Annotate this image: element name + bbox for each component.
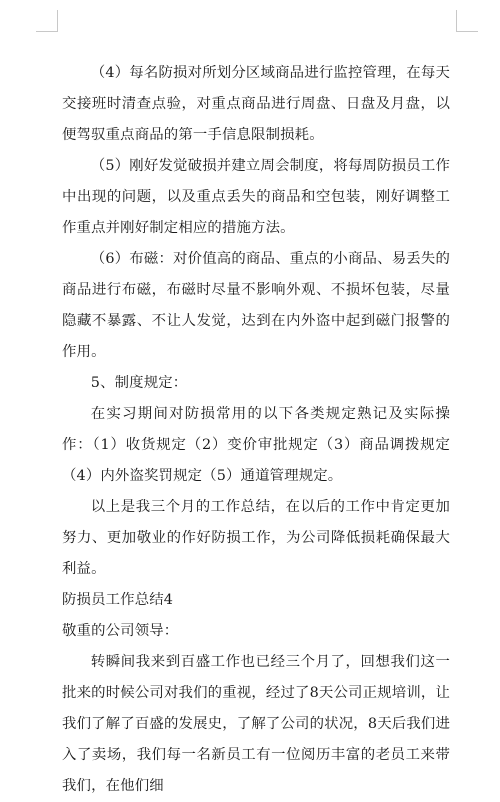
section-heading-rules: 5、制度规定： <box>90 375 188 391</box>
body-text <box>62 58 450 802</box>
salutation: 敬重的公司领导： <box>62 623 179 639</box>
margin-mark-top-left-h <box>36 31 58 32</box>
document-title-summary-4: 防损员工作总结4 <box>62 592 174 608</box>
paragraph-conclusion: 以上是我三个月的工作总结，在以后的工作中肯定更加努力、更加敬业的作好防损工作，为公司降低损耗确保最大利益。 <box>62 499 450 577</box>
paragraph-magnetic-tags: （6）布磁：对价值高的商品、重点的小商品、易丢失的商品进行布磁，布磁时尽量不影响外观、不损坏包装，尽量隐藏不暴露、不让人发觉，达到在内外盗中起到磁门报警的作用。 <box>62 251 450 360</box>
margin-mark-top-right-v <box>456 10 457 32</box>
paragraph-rules: 在实习期间对防损常用的以下各类规定熟记及实际操作：（1）收货规定（2）变价审批规定（3）商品调拨规定（4）内外盗奖罚规定（5）通道管理规定。 <box>62 406 450 484</box>
paragraph-weekly-meeting: （5）刚好发觉破损并建立周会制度，将每周防损员工作中出现的问题，以及重点丢失的商品和空包装，刚好调整工作重点并刚好制定相应的措施方法。 <box>62 158 450 236</box>
margin-mark-top-left-v <box>57 10 58 32</box>
paragraph-intro: 转瞬间我来到百盛工作也已经三个月了，回想我们这一批来的时候公司对我们的重视，经过了8天公司正规培训，让我们了解了百盛的发展史，了解了公司的状况，8天后我们进入了卖场，我们每一名新员工有一位阅历丰富的老员工来带我们，在他们细 <box>62 654 450 794</box>
paragraph-monitoring: （4）每名防损对所划分区域商品进行监控管理，在每天交接班时清查点验，对重点商品进行周盘、日盘及月盘，以便驾驭重点商品的第一手信息限制损耗。 <box>62 65 450 143</box>
margin-mark-top-right-h <box>456 31 478 32</box>
